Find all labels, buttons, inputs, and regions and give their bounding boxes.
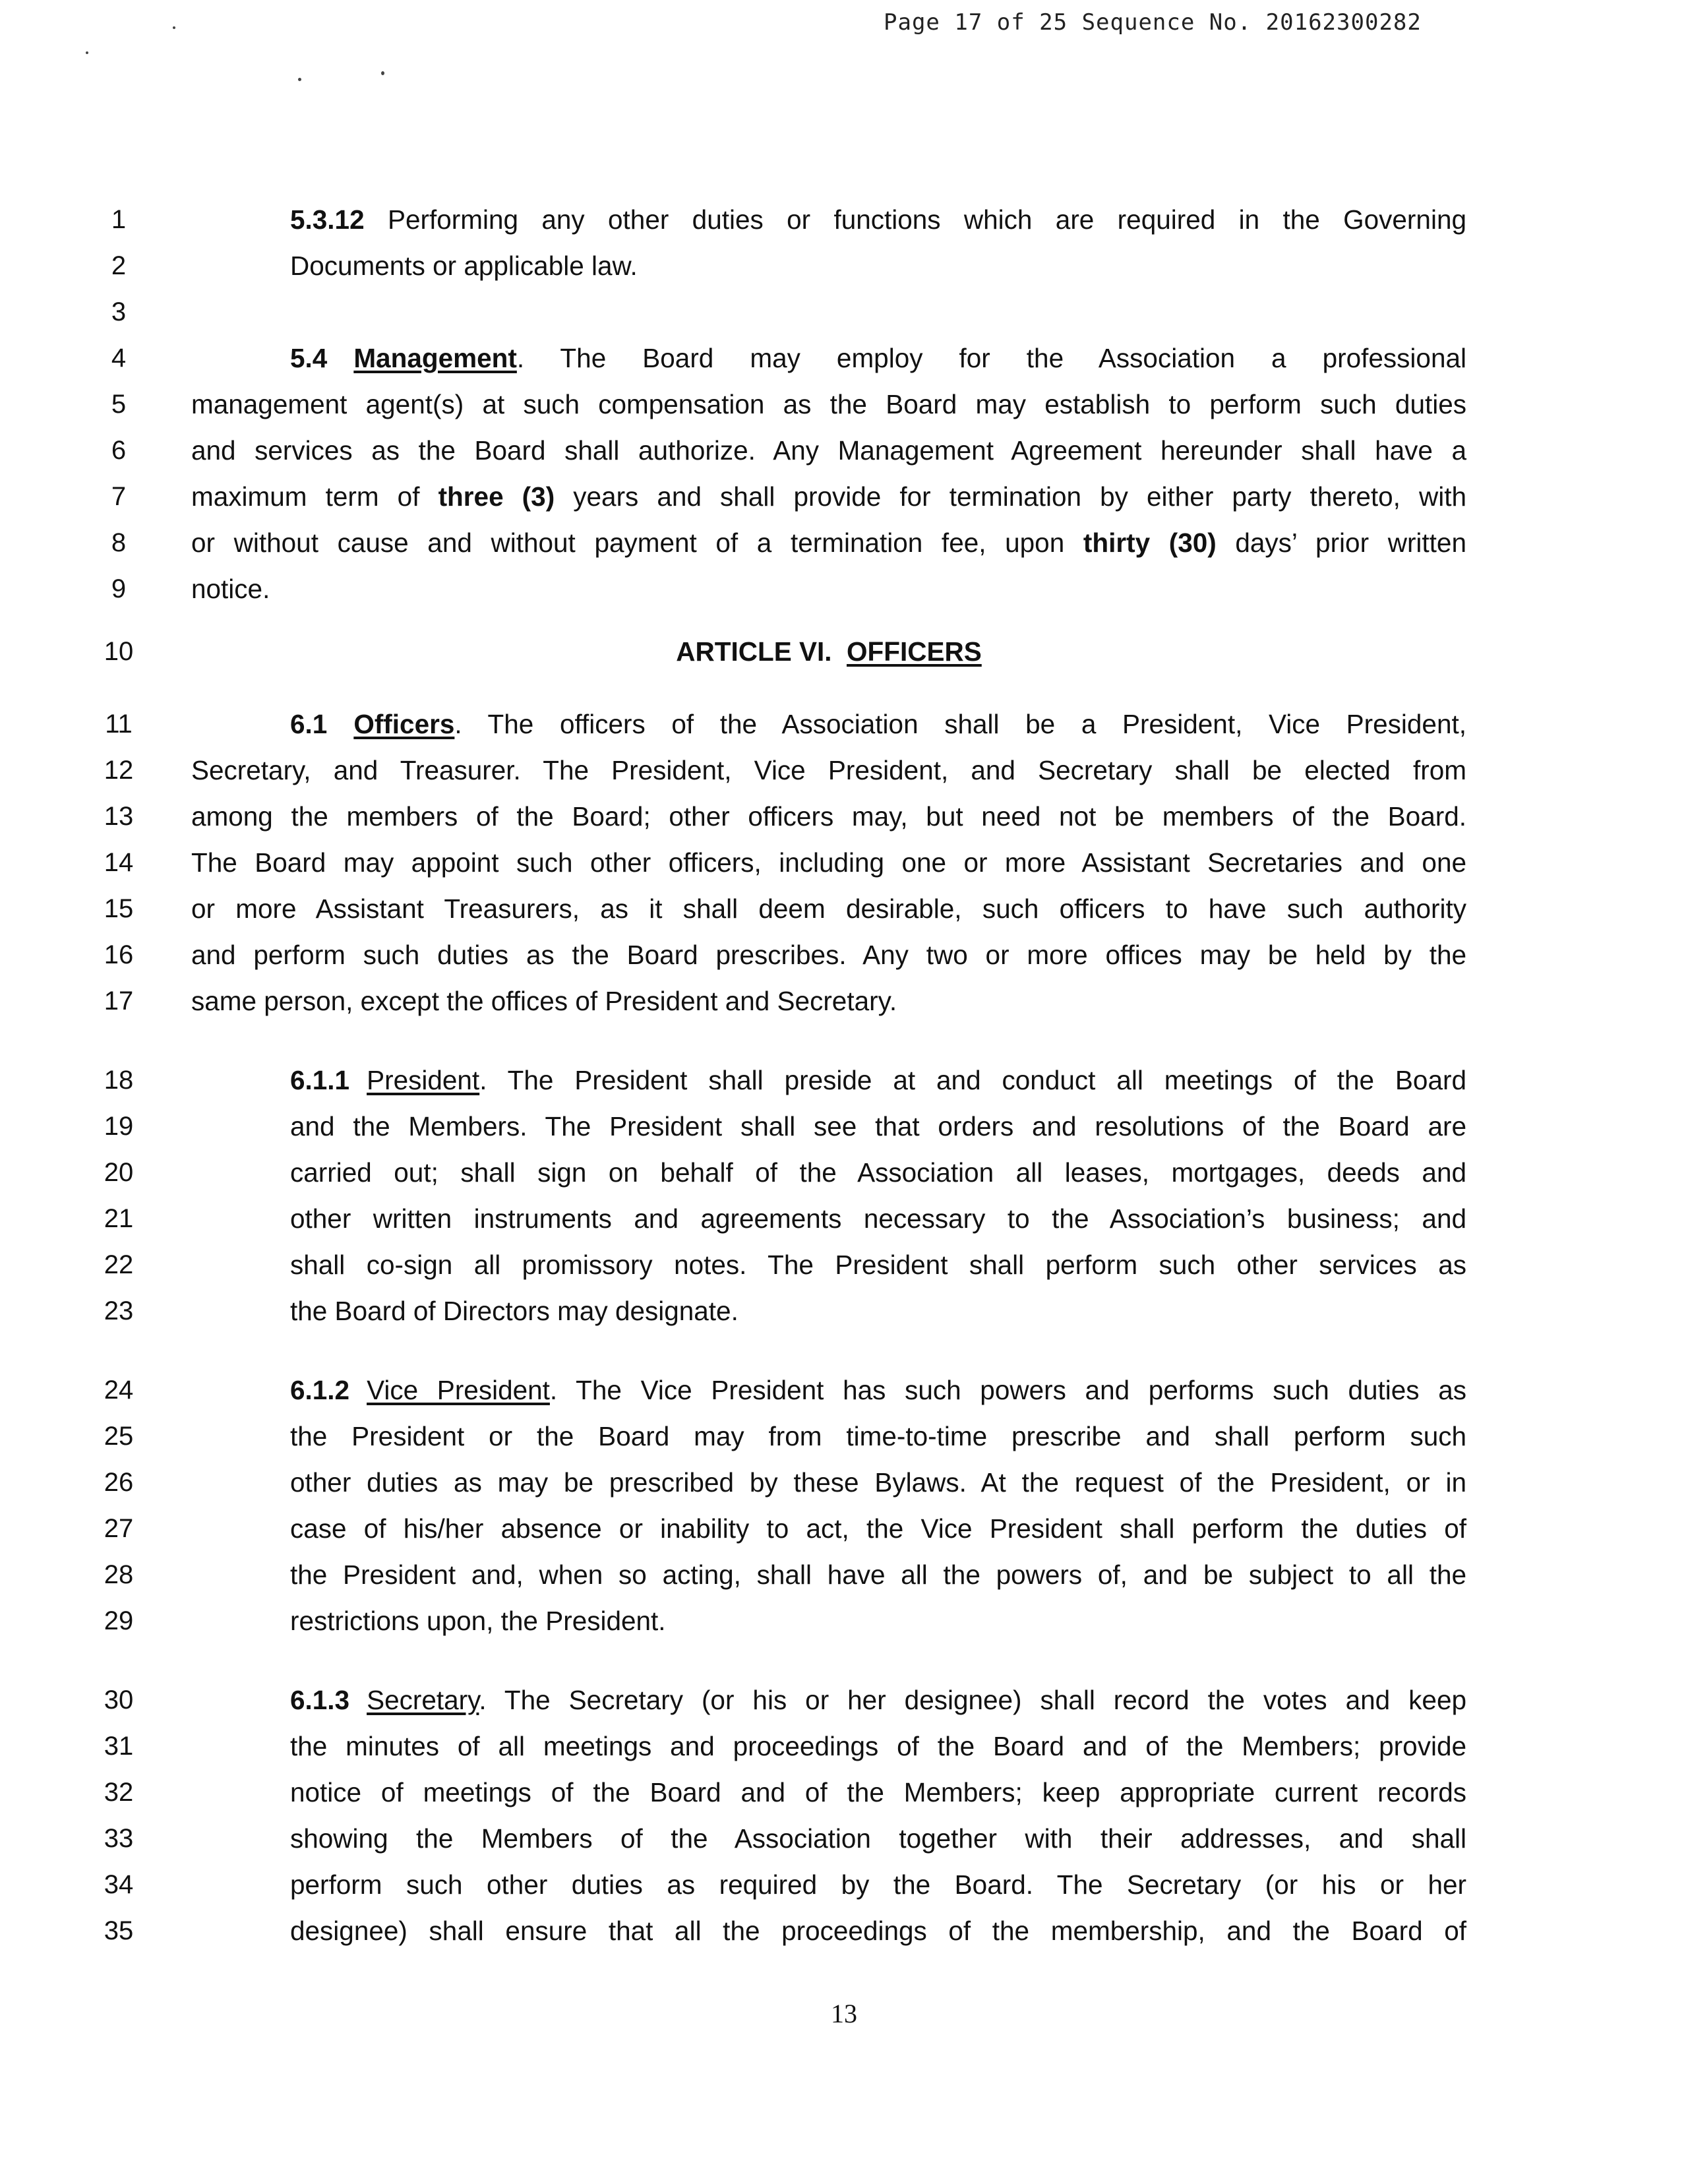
bold-term: thirty (30) bbox=[1083, 528, 1217, 558]
text-run: days’ prior written bbox=[1216, 528, 1466, 558]
line-number: 6 bbox=[111, 436, 127, 465]
bold-term: three (3) bbox=[438, 481, 555, 512]
body-line: and the Members. The President shall see that orders and resolutions of the Board are bbox=[290, 1111, 1466, 1141]
line-number: 17 bbox=[104, 986, 134, 1016]
line-number: 2 bbox=[111, 251, 127, 280]
line-number: 25 bbox=[104, 1422, 134, 1451]
line-number: 7 bbox=[111, 482, 127, 511]
line-number: 5 bbox=[111, 390, 127, 419]
body-line: other duties as may be prescribed by these Bylaws. At the request of the President, or in bbox=[290, 1467, 1466, 1498]
body-line: the President or the Board may from time-to-time prescribe and shall perform such bbox=[290, 1421, 1466, 1451]
body-line: the minutes of all meetings and proceedings of the Board and of the Members; provide bbox=[290, 1731, 1466, 1761]
line-number: 14 bbox=[104, 848, 134, 877]
line-number: 23 bbox=[104, 1296, 134, 1325]
body-line: notice of meetings of the Board and of the Members; keep appropriate current records bbox=[290, 1777, 1466, 1807]
body-line: carried out; shall sign on behalf of the Association all leases, mortgages, deeds and bbox=[290, 1157, 1466, 1188]
article-label: ARTICLE VI. bbox=[676, 636, 832, 667]
line-number: 18 bbox=[104, 1066, 134, 1095]
section-number: 6.1 bbox=[290, 709, 328, 739]
line-number: 12 bbox=[104, 756, 134, 785]
text-run: . The officers of the Association shall be a President, Vice President, bbox=[454, 709, 1466, 739]
line-number: 34 bbox=[104, 1870, 134, 1899]
body-line: other written instruments and agreements necessary to the Association’s business; and bbox=[290, 1203, 1466, 1234]
section-title: Vice President bbox=[367, 1375, 550, 1405]
line-number: 8 bbox=[111, 528, 127, 557]
body-line: restrictions upon, the President. bbox=[290, 1606, 666, 1636]
section-title: Secretary bbox=[367, 1685, 479, 1715]
text-run: . The Board may employ for the Association a professional bbox=[516, 343, 1466, 373]
section-number: 6.1.3 bbox=[290, 1685, 350, 1715]
line-number: 9 bbox=[111, 574, 127, 603]
body-line: and perform such duties as the Board prescribes. Any two or more offices may be held by the bbox=[191, 940, 1466, 970]
body-line bbox=[191, 520, 1466, 566]
line-number: 33 bbox=[104, 1824, 134, 1853]
body-line: Secretary, and Treasurer. The President, Vice President, and Secretary shall be elected from bbox=[191, 755, 1466, 785]
text-run: Performing any other duties or functions which are required in the Governing bbox=[387, 204, 1466, 235]
section-number: 5.4 bbox=[290, 343, 328, 373]
section-6-1-3-heading-line bbox=[290, 1677, 1466, 1723]
page-sequence-stamp: Page 17 of 25 Sequence No. 20162300282 bbox=[884, 9, 1422, 36]
body-line: shall co-sign all promissory notes. The President shall perform such other services as bbox=[290, 1250, 1466, 1280]
line-number: 4 bbox=[111, 344, 127, 373]
scan-speck bbox=[298, 78, 301, 81]
section-5-4-heading-line bbox=[290, 335, 1466, 381]
section-number: 6.1.2 bbox=[290, 1375, 350, 1405]
text-run: maximum term of bbox=[191, 481, 438, 512]
scan-speck bbox=[173, 26, 175, 29]
section-number: 6.1.1 bbox=[290, 1065, 350, 1095]
text-run: . The President shall preside at and conduct all meetings of the Board bbox=[479, 1065, 1466, 1095]
section-6-1-1-heading-line bbox=[290, 1057, 1466, 1103]
line-number: 13 bbox=[104, 802, 134, 831]
line-number: 26 bbox=[104, 1468, 134, 1497]
section-number: 5.3.12 bbox=[290, 204, 365, 235]
text-run: . The Vice President has such powers and performs such duties as bbox=[549, 1375, 1467, 1405]
body-line: The Board may appoint such other officers, including one or more Assistant Secretaries and one bbox=[191, 847, 1466, 878]
line-number: 19 bbox=[104, 1112, 134, 1141]
line-number: 11 bbox=[105, 710, 133, 739]
body-line bbox=[191, 473, 1466, 520]
line-number: 28 bbox=[104, 1560, 134, 1589]
section-6-1-heading-line bbox=[290, 701, 1466, 747]
line-number: 16 bbox=[104, 940, 134, 969]
line-number: 35 bbox=[104, 1916, 134, 1945]
line-number: 22 bbox=[104, 1250, 134, 1279]
page-number: 13 bbox=[831, 1999, 857, 2028]
body-line: and services as the Board shall authorize. Any Management Agreement hereunder shall have a bbox=[191, 435, 1466, 466]
section-title: Officers bbox=[353, 709, 455, 739]
body-line: notice. bbox=[191, 574, 270, 604]
body-line: or more Assistant Treasurers, as it shall deem desirable, such officers to have such authority bbox=[191, 894, 1466, 924]
section-5-3-12-line: Documents or applicable law. bbox=[290, 251, 638, 281]
line-number: 21 bbox=[104, 1204, 134, 1233]
scan-speck bbox=[381, 71, 384, 75]
line-number: 1 bbox=[111, 205, 127, 234]
line-number: 3 bbox=[111, 297, 127, 326]
section-5-3-12-line bbox=[290, 197, 1466, 243]
line-number: 29 bbox=[104, 1606, 134, 1635]
section-title: President bbox=[367, 1065, 480, 1095]
body-line: designee) shall ensure that all the proceedings of the membership, and the Board of bbox=[290, 1916, 1466, 1946]
body-line: case of his/her absence or inability to act, the Vice President shall perform the duties of bbox=[290, 1513, 1466, 1544]
text-run: years and shall provide for termination by either party thereto, with bbox=[555, 481, 1466, 512]
line-number: 31 bbox=[104, 1732, 134, 1761]
line-number: 15 bbox=[104, 894, 134, 923]
section-6-1-2-heading-line bbox=[290, 1367, 1466, 1413]
body-line: among the members of the Board; other officers may, but need not be members of the Board. bbox=[191, 801, 1466, 832]
section-title: Management bbox=[353, 343, 517, 373]
article-heading bbox=[191, 628, 1466, 675]
line-number: 30 bbox=[104, 1685, 134, 1714]
body-line: the Board of Directors may designate. bbox=[290, 1296, 738, 1326]
line-number: 10 bbox=[104, 637, 134, 666]
article-title: OFFICERS bbox=[847, 636, 982, 667]
line-number: 32 bbox=[104, 1778, 134, 1807]
line-number: 24 bbox=[104, 1376, 134, 1405]
line-number: 27 bbox=[104, 1514, 134, 1543]
line-number: 20 bbox=[104, 1158, 134, 1187]
body-line: same person, except the offices of President and Secretary. bbox=[191, 986, 897, 1016]
body-line: the President and, when so acting, shall have all the powers of, and be subject to all the bbox=[290, 1560, 1466, 1590]
body-line: showing the Members of the Association together with their addresses, and shall bbox=[290, 1823, 1466, 1854]
body-line: perform such other duties as required by the Board. The Secretary (or his or her bbox=[290, 1869, 1466, 1900]
text-run: . The Secretary (or his or her designee) shall record the votes and keep bbox=[479, 1685, 1466, 1715]
text-run: or without cause and without payment of a termination fee, upon bbox=[191, 528, 1083, 558]
scan-speck bbox=[86, 51, 88, 54]
body-line: management agent(s) at such compensation as the Board may establish to perform such duties bbox=[191, 389, 1466, 419]
